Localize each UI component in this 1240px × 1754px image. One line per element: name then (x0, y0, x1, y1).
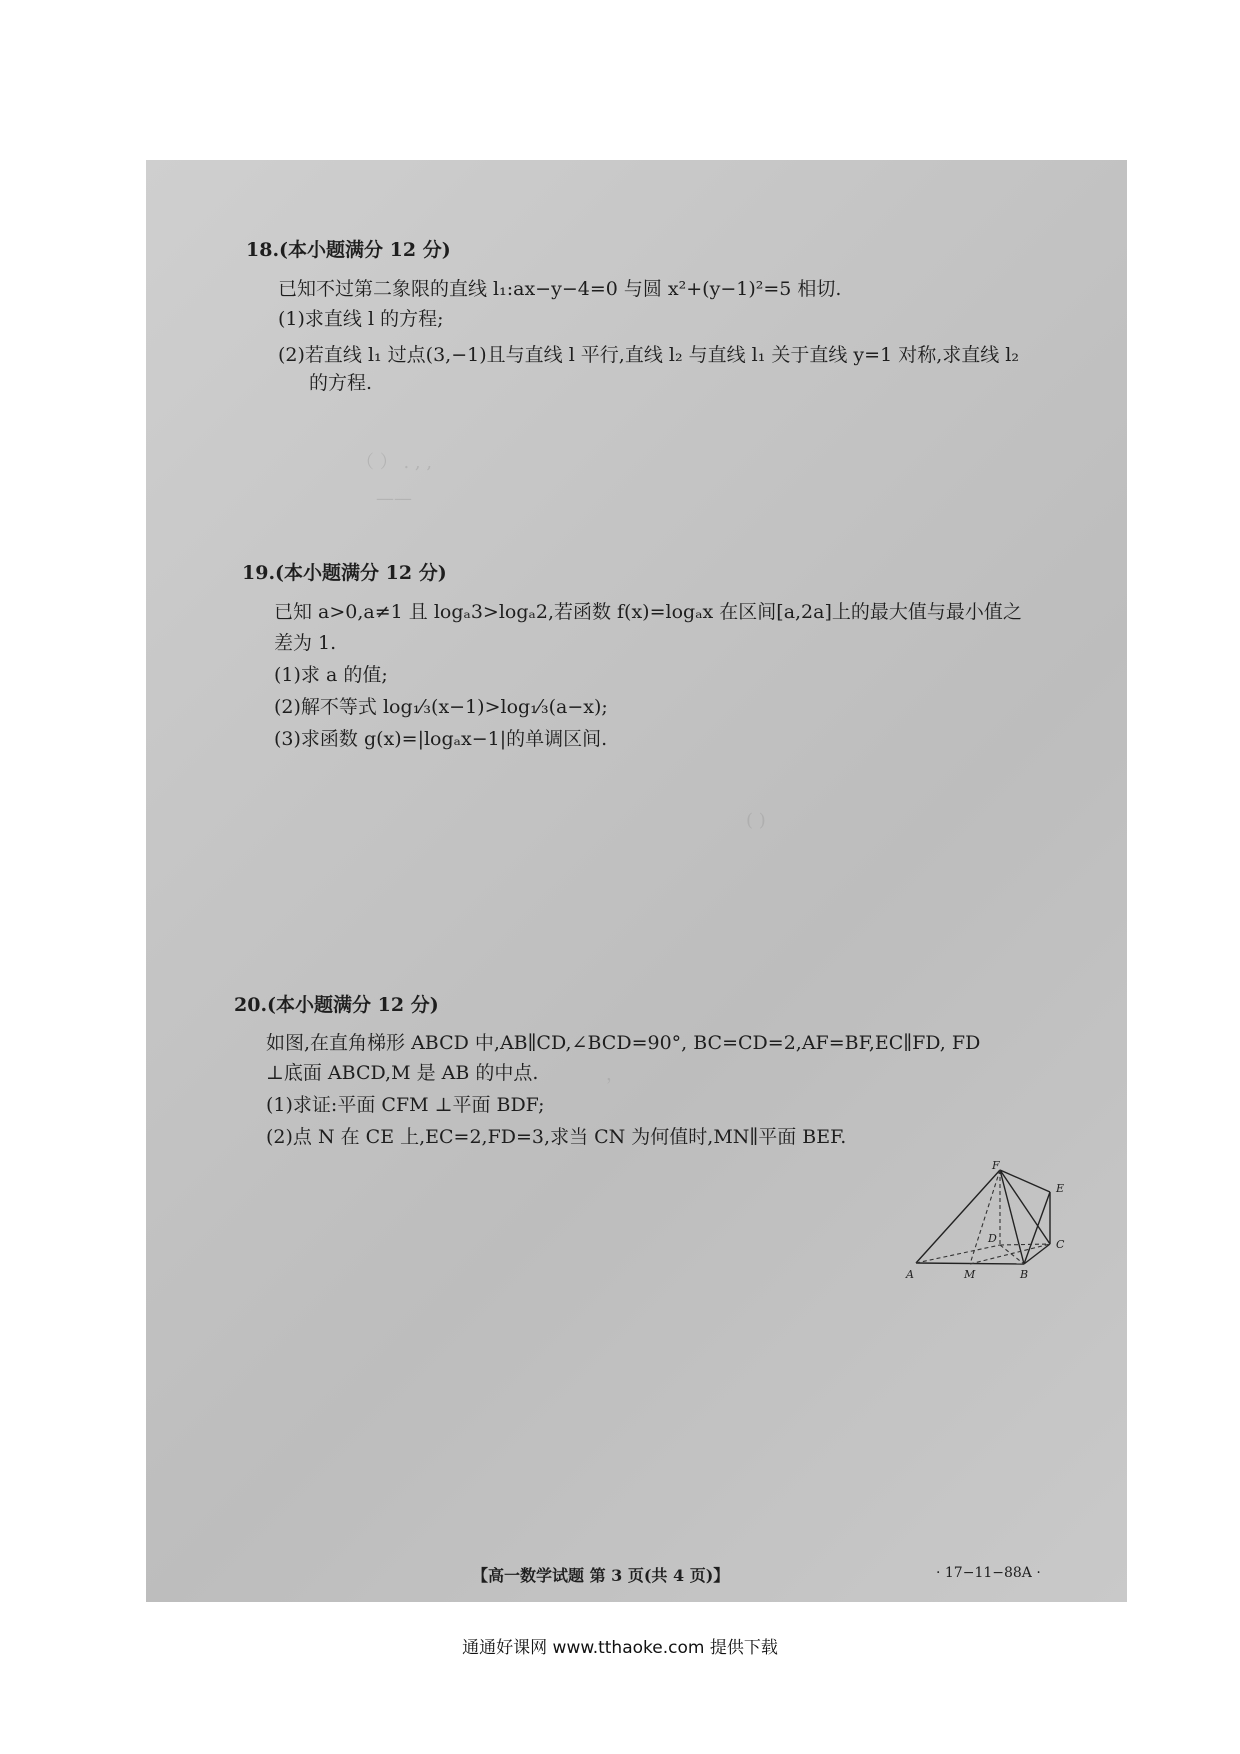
vertex-label-m: M (964, 1268, 976, 1281)
question-heading: 18.(本小题满分 12 分) (246, 239, 451, 261)
question-heading: 19.(本小题满分 12 分) (242, 562, 447, 584)
question-text: 的方程. (309, 372, 373, 394)
pyramid-figure (900, 1160, 1110, 1290)
bleed-through-text: ， (606, 1064, 624, 1085)
vertex-label-b: B (1020, 1268, 1029, 1281)
bleed-through-text: —— (376, 488, 412, 509)
exam-code: · 17−11−88A · (936, 1565, 1041, 1581)
page-footer-title: 【高一数学试题 第 3 页(共 4 页)】 (472, 1566, 730, 1585)
vertex-label-c: C (1056, 1238, 1065, 1251)
question-text: (2)若直线 l₁ 过点(3,−1)且与直线 l 平行,直线 l₂ 与直线 l₁ 关于直线 y=1 对称,求直线 l₂ (278, 344, 1019, 366)
question-text: (1)求直线 l 的方程; (278, 308, 444, 330)
vertex-label-e: E (1056, 1182, 1065, 1195)
question-text: 差为 1. (274, 632, 337, 654)
question-text: 已知不过第二象限的直线 l₁:ax−y−4=0 与圆 x²+(y−1)²=5 相切. (278, 278, 842, 300)
bleed-through-text: ( ) (746, 810, 766, 831)
question-heading: 20.(本小题满分 12 分) (234, 994, 439, 1016)
vertex-label-f: F (992, 1160, 1000, 1172)
vertex-label-d: D (988, 1232, 997, 1245)
question-text: 如图,在直角梯形 ABCD 中,AB∥CD,∠BCD=90°, BC=CD=2,AF=BF,EC∥FD, FD (266, 1032, 981, 1054)
question-text: 已知 a>0,a≠1 且 logₐ3>logₐ2,若函数 f(x)=logₐx 在区间[a,2a]上的最大值与最小值之 (274, 601, 1022, 623)
question-text: (1)求 a 的值; (274, 664, 388, 686)
question-text: (2)解不等式 log₁⁄₃(x−1)>log₁⁄₃(a−x); (274, 696, 608, 718)
download-credit: 通通好课网 www.tthaoke.com 提供下载 (462, 1638, 778, 1658)
bleed-through-text: （ ） . , , (356, 452, 433, 473)
vertex-label-a: A (906, 1268, 914, 1281)
question-text: (1)求证:平面 CFM ⊥平面 BDF; (266, 1094, 545, 1116)
photographed-exam-page (146, 160, 1127, 1602)
question-text: (3)求函数 g(x)=|logₐx−1|的单调区间. (274, 728, 608, 750)
question-text: (2)点 N 在 CE 上,EC=2,FD=3,求当 CN 为何值时,MN∥平面 BEF. (266, 1126, 847, 1148)
question-text: ⊥底面 ABCD,M 是 AB 的中点. (266, 1062, 539, 1084)
